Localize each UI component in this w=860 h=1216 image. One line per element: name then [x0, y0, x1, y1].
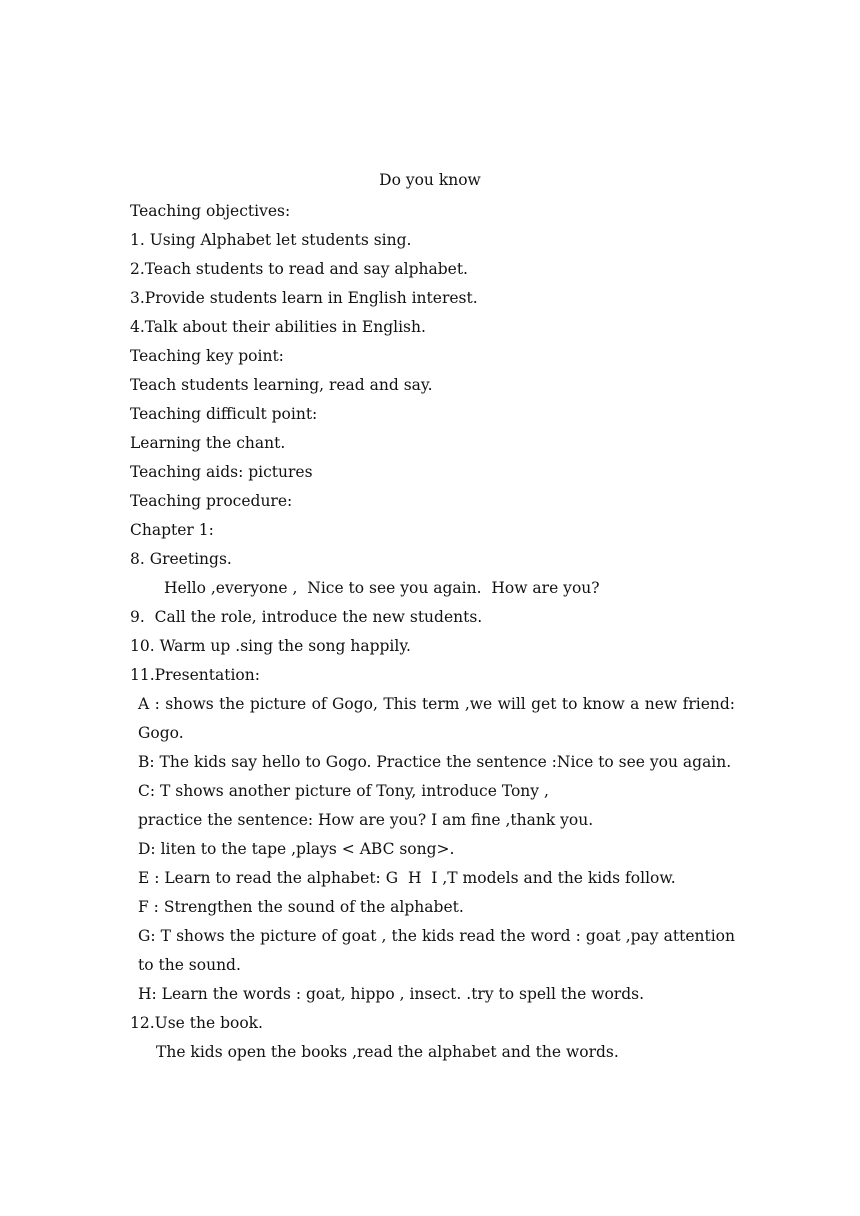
section-heading-procedure: Teaching procedure: [130, 492, 293, 510]
objective-item: 2.Teach students to read and say alphabet. [130, 260, 468, 278]
teaching-aids-line: Teaching aids: pictures [130, 463, 313, 481]
chapter-heading: Chapter 1: [130, 521, 214, 539]
paragraph-line: Learning the chant. [130, 434, 286, 452]
procedure-detail: The kids open the books ,read the alphabet and the words. [156, 1043, 619, 1061]
section-heading-difficult-point: Teaching difficult point: [130, 405, 318, 423]
presentation-item: G: T shows the picture of goat , the kids read the word : goat ,pay attention to the sound. [138, 927, 735, 974]
objective-item: 1. Using Alphabet let students sing. [130, 231, 412, 249]
objective-item: 3.Provide students learn in English interest. [130, 289, 478, 307]
presentation-item: practice the sentence: How are you? I am fine ,thank you. [138, 811, 594, 829]
section-heading-key-point: Teaching key point: [130, 347, 284, 365]
procedure-step: 9. Call the role, introduce the new students. [130, 608, 483, 626]
presentation-item: C: T shows another picture of Tony, introduce Tony , [138, 782, 549, 800]
presentation-item: F : Strengthen the sound of the alphabet. [138, 898, 464, 916]
procedure-step: 10. Warm up .sing the song happily. [130, 637, 411, 655]
procedure-step: 12.Use the book. [130, 1014, 263, 1032]
section-heading-objectives: Teaching objectives: [130, 202, 291, 220]
procedure-step: 11.Presentation: [130, 666, 260, 684]
presentation-item: D: liten to the tape ,plays < ABC song>. [138, 840, 455, 858]
paragraph-line: Teach students learning, read and say. [130, 376, 433, 394]
presentation-item: E : Learn to read the alphabet: G H I ,T models and the kids follow. [138, 869, 676, 887]
document-title: Do you know [379, 171, 481, 189]
objective-item: 4.Talk about their abilities in English. [130, 318, 426, 336]
document-body [130, 197, 735, 1067]
presentation-item: A : shows the picture of Gogo, This term ,we will get to know a new friend: Gogo. [138, 695, 735, 742]
presentation-item: B: The kids say hello to Gogo. Practice the sentence :Nice to see you again. [138, 753, 732, 771]
presentation-item: H: Learn the words : goat, hippo , insect. .try to spell the words. [138, 985, 645, 1003]
procedure-step: 8. Greetings. [130, 550, 232, 568]
procedure-detail: Hello ,everyone , Nice to see you again. How are you? [164, 579, 600, 597]
